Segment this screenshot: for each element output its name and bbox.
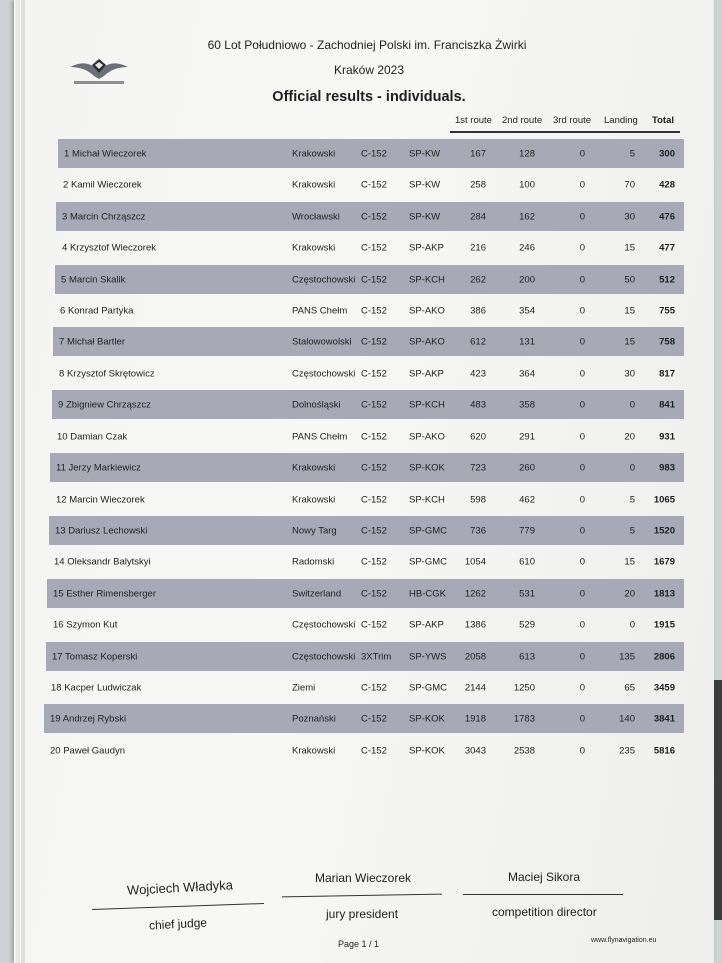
cell-position-name (62, 242, 156, 253)
cell-route2: 291 (519, 431, 535, 442)
table-row (50, 453, 684, 482)
table-row (46, 642, 684, 671)
cell-total: 1813 (653, 588, 675, 599)
competition-director-role: competition director (492, 905, 597, 919)
cell-registration: SP-AKO (409, 305, 445, 316)
cell-club: Krakowski (292, 494, 336, 505)
cell-position-name (60, 305, 133, 316)
cell-landing: 20 (624, 431, 635, 442)
cell-route3: 0 (579, 494, 585, 505)
chief-judge-name: Wojciech Władyka (126, 877, 234, 898)
column-header-total: Total (652, 115, 674, 126)
cell-route1: 1918 (464, 713, 486, 724)
cell-total: 300 (659, 148, 675, 159)
cell-registration: SP-AKO (409, 431, 445, 442)
cell-total: 2806 (653, 651, 675, 662)
cell-route2: 100 (519, 179, 535, 190)
cell-pilot-name: Esther Rimensberger (66, 588, 156, 599)
cell-registration: SP-KW (409, 211, 441, 222)
cell-aircraft: C-152 (361, 274, 387, 285)
cell-pilot-name: Kacper Ludwiczak (64, 682, 142, 693)
cell-route1: 262 (470, 274, 486, 285)
cell-total: 841 (659, 399, 675, 410)
cell-pilot-name: Andrzej Rybski (62, 713, 127, 724)
cell-total: 477 (659, 242, 675, 253)
cell-pilot-name: Marcin Chrząszcz (69, 211, 146, 222)
cell-aircraft: C-152 (361, 682, 387, 693)
cell-position: 13 (55, 525, 66, 536)
cell-aircraft: C-152 (361, 588, 387, 599)
cell-position: 8 (59, 368, 65, 379)
binder-clip (714, 680, 722, 920)
cell-aircraft: C-152 (361, 619, 387, 630)
cell-position-name (53, 588, 156, 599)
column-header-route2: 2nd route (502, 115, 543, 126)
cell-pilot-name: Krzysztof Skrętowicz (66, 368, 155, 379)
page-number: Page 1 / 1 (338, 939, 380, 949)
cell-registration: SP-GMC (409, 525, 447, 536)
table-row (45, 673, 684, 702)
table-row (44, 704, 684, 733)
cell-route2: 531 (519, 588, 535, 599)
cell-landing: 0 (629, 399, 635, 410)
cell-landing: 5 (629, 148, 635, 159)
cell-position-name (64, 148, 146, 159)
cell-route3: 0 (579, 179, 585, 190)
cell-route1: 483 (470, 399, 486, 410)
cell-route1: 386 (470, 305, 486, 316)
cell-position: 6 (60, 305, 66, 316)
cell-position-name (59, 336, 125, 347)
cell-registration: SP-AKP (409, 619, 444, 630)
cell-aircraft: C-152 (361, 179, 387, 190)
cell-landing: 70 (624, 179, 635, 190)
cell-route1: 2144 (464, 682, 486, 693)
cell-aircraft: C-152 (361, 556, 387, 567)
cell-registration: SP-KW (409, 148, 441, 159)
cell-route2: 131 (519, 336, 535, 347)
cell-aircraft: C-152 (361, 336, 387, 347)
cell-route1: 258 (470, 179, 486, 190)
cell-position-name (56, 462, 141, 473)
cell-club: Krakowski (292, 242, 336, 253)
jury-president-name: Marian Wieczorek (315, 871, 412, 885)
table-row (50, 485, 684, 514)
cell-route2: 529 (519, 619, 535, 630)
cell-route1: 723 (470, 462, 486, 473)
cell-position-name (56, 494, 145, 505)
cell-total: 931 (659, 431, 675, 442)
cell-club: Stalowowolski (292, 336, 352, 347)
cell-route1: 423 (470, 368, 486, 379)
cell-registration: HB-CGK (409, 588, 446, 599)
header-rule (450, 131, 680, 133)
cell-landing: 140 (619, 713, 635, 724)
cell-pilot-name: Oleksandr Balytskyi (67, 556, 151, 567)
cell-total: 1065 (653, 494, 675, 505)
cell-landing: 5 (629, 494, 635, 505)
cell-position: 9 (58, 399, 64, 410)
cell-route2: 354 (519, 305, 535, 316)
cell-total: 758 (659, 336, 675, 347)
table-row (53, 327, 684, 356)
cell-club: Częstochowski (292, 651, 356, 662)
cell-total: 1520 (653, 525, 675, 536)
cell-position-name (55, 525, 147, 536)
cell-position: 2 (63, 179, 69, 190)
cell-registration: SP-KCH (409, 494, 445, 505)
cell-position: 7 (59, 336, 65, 347)
cell-route3: 0 (579, 651, 585, 662)
cell-route1: 620 (470, 431, 486, 442)
cell-pilot-name: Paweł Gaudyn (63, 745, 126, 756)
cell-position: 12 (56, 494, 67, 505)
cell-position-name (50, 713, 126, 724)
cell-position-name (59, 368, 155, 379)
cell-registration: SP-AKP (409, 368, 444, 379)
cell-pilot-name: Marcin Wieczorek (69, 494, 145, 505)
cell-route3: 0 (579, 274, 585, 285)
cell-route1: 3043 (464, 745, 486, 756)
cell-landing: 50 (624, 274, 635, 285)
cell-registration: SP-KCH (409, 399, 445, 410)
cell-aircraft: C-152 (361, 525, 387, 536)
cell-registration: SP-GMC (409, 682, 447, 693)
table-row (54, 296, 684, 325)
cell-position: 16 (53, 619, 64, 630)
cell-route2: 128 (519, 148, 535, 159)
cell-total: 5816 (653, 745, 675, 756)
cell-aircraft: C-152 (361, 148, 387, 159)
cell-position-name (62, 211, 145, 222)
cell-club: Wrocławski (292, 211, 340, 222)
cell-club: PANS Chełm (292, 431, 348, 442)
cell-club: Switzerland (292, 588, 342, 599)
cell-registration: SP-KW (409, 179, 441, 190)
table-row (47, 579, 684, 608)
cell-landing: 235 (619, 745, 635, 756)
cell-pilot-name: Konrad Partyka (67, 305, 134, 316)
cell-aircraft: C-152 (361, 745, 387, 756)
table-row (47, 610, 684, 639)
cell-route3: 0 (579, 713, 585, 724)
cell-route1: 284 (470, 211, 486, 222)
cell-registration: SP-KOK (409, 713, 445, 724)
chief-judge-role: chief judge (148, 915, 208, 933)
cell-pilot-name: Szymon Kut (66, 619, 118, 630)
cell-position: 20 (50, 745, 61, 756)
column-header-landing: Landing (604, 115, 638, 126)
cell-route2: 260 (519, 462, 535, 473)
cell-position: 11 (56, 462, 66, 473)
cell-route2: 613 (519, 651, 535, 662)
cell-route1: 736 (470, 525, 486, 536)
cell-route2: 779 (519, 525, 535, 536)
cell-landing: 30 (624, 211, 635, 222)
cell-route1: 1262 (464, 588, 486, 599)
cell-route2: 1783 (513, 713, 535, 724)
cell-registration: SP-AKP (409, 242, 444, 253)
cell-route2: 1250 (513, 682, 535, 693)
cell-aircraft: C-152 (361, 211, 387, 222)
cell-position: 19 (50, 713, 61, 724)
cell-pilot-name: Damian Czak (70, 431, 128, 442)
cell-aircraft: C-152 (361, 494, 387, 505)
cell-pilot-name: Tomasz Koperski (65, 651, 138, 662)
cell-route3: 0 (579, 431, 585, 442)
cell-total: 1915 (653, 619, 675, 630)
cell-landing: 20 (624, 588, 635, 599)
table-row (57, 170, 684, 199)
cell-landing: 65 (624, 682, 635, 693)
cell-route2: 200 (519, 274, 535, 285)
cell-route1: 612 (470, 336, 486, 347)
cell-pilot-name: Krzysztof Wieczorek (69, 242, 156, 253)
cell-route3: 0 (579, 399, 585, 410)
table-row (56, 202, 684, 231)
cell-club: Krakowski (292, 148, 336, 159)
table-row (44, 736, 684, 765)
cell-total: 1679 (653, 556, 675, 567)
cell-position: 10 (57, 431, 68, 442)
cell-pilot-name: Dariusz Lechowski (68, 525, 148, 536)
cell-route3: 0 (579, 336, 585, 347)
cell-route1: 216 (470, 242, 486, 253)
cell-route2: 162 (519, 211, 535, 222)
cell-position: 18 (51, 682, 62, 693)
cell-position: 17 (52, 651, 63, 662)
cell-route2: 358 (519, 399, 535, 410)
cell-registration: SP-KOK (409, 745, 445, 756)
signature-line (463, 894, 623, 895)
cell-aircraft: C-152 (361, 462, 387, 473)
cell-route3: 0 (579, 745, 585, 756)
cell-position: 5 (61, 274, 67, 285)
cell-position-name (63, 179, 142, 190)
website: www.flynavigation.eu (591, 937, 657, 944)
cell-pilot-name: Kamil Wieczorek (70, 179, 142, 190)
table-row (49, 516, 684, 545)
cell-route2: 2538 (513, 745, 535, 756)
cell-club: Poznański (292, 713, 336, 724)
cell-club: Radomski (292, 556, 335, 567)
cell-landing: 15 (624, 336, 635, 347)
cell-route3: 0 (579, 148, 585, 159)
cell-total: 512 (659, 274, 675, 285)
cell-club: Częstochowski (292, 619, 356, 630)
cell-pilot-name: Michał Bartler (66, 336, 126, 347)
column-header-route3: 3rd route (553, 115, 592, 126)
cell-registration: SP-AKO (409, 336, 445, 347)
cell-pilot-name: Jerzy Markiewicz (68, 462, 141, 473)
cell-route1: 1386 (464, 619, 486, 630)
cell-total: 983 (659, 462, 675, 473)
cell-aircraft: C-152 (361, 713, 387, 724)
cell-landing: 30 (624, 368, 635, 379)
cell-total: 3841 (653, 713, 675, 724)
cell-route2: 462 (519, 494, 535, 505)
cell-landing: 15 (624, 556, 635, 567)
table-row (55, 265, 684, 294)
cell-club: Nowy Targ (292, 525, 337, 536)
table-row (52, 390, 684, 419)
cell-pilot-name: Marcin Skalik (68, 274, 126, 285)
cell-club: Dolnośląski (292, 399, 341, 410)
cell-registration: SP-GMC (409, 556, 447, 567)
cell-position-name (52, 651, 137, 662)
cell-route3: 0 (579, 525, 585, 536)
cell-total: 817 (659, 368, 675, 379)
cell-landing: 15 (624, 242, 635, 253)
cell-position-name (53, 619, 117, 630)
competition-director-name: Maciej Sikora (508, 870, 581, 884)
cell-route2: 610 (519, 556, 535, 567)
cell-route3: 0 (579, 305, 585, 316)
cell-club: Częstochowski (292, 274, 356, 285)
table-row (48, 547, 684, 576)
page-title: Official results - individuals. (272, 89, 466, 105)
table-row (56, 233, 684, 262)
cell-route3: 0 (579, 682, 585, 693)
table-row (58, 139, 684, 168)
cell-position-name (58, 399, 151, 410)
cell-landing: 15 (624, 305, 635, 316)
cell-route1: 167 (470, 148, 486, 159)
cell-total: 428 (659, 179, 675, 190)
jury-president-role: jury president (326, 907, 399, 921)
cell-position: 15 (53, 588, 64, 599)
cell-position-name (54, 556, 151, 567)
cell-route3: 0 (579, 211, 585, 222)
cell-landing: 0 (629, 619, 635, 630)
cell-registration: SP-KOK (409, 462, 445, 473)
cell-aircraft: C-152 (361, 368, 387, 379)
cell-position: 1 (64, 148, 70, 159)
cell-pilot-name: Michał Wieczorek (71, 148, 147, 159)
cell-club: Częstochowski (292, 368, 356, 379)
cell-total: 755 (659, 305, 675, 316)
cell-route3: 0 (579, 242, 585, 253)
cell-position-name (51, 682, 141, 693)
cell-position-name (57, 431, 127, 442)
cell-route1: 2058 (464, 651, 486, 662)
cell-total: 3459 (653, 682, 675, 693)
cell-position: 3 (62, 211, 68, 222)
event-title: 60 Lot Południowo - Zachodniej Polski im. Franciszka Żwirki (207, 38, 527, 52)
cell-aircraft: C-152 (361, 399, 387, 410)
table-row (51, 422, 684, 451)
cell-registration: SP-YWS (409, 651, 447, 662)
cell-route3: 0 (579, 462, 585, 473)
cell-route3: 0 (579, 619, 585, 630)
cell-club: Ziemi (292, 682, 316, 693)
cell-club: Krakowski (292, 462, 336, 473)
cell-route2: 364 (519, 368, 535, 379)
event-location: Kraków 2023 (333, 63, 405, 77)
cell-pilot-name: Zbigniew Chrząszcz (65, 399, 151, 410)
cell-club: Krakowski (292, 179, 336, 190)
cell-position-name (61, 274, 125, 285)
cell-route2: 246 (519, 242, 535, 253)
cell-aircraft: C-152 (361, 242, 387, 253)
cell-landing: 135 (619, 651, 635, 662)
cell-landing: 0 (629, 462, 635, 473)
cell-route3: 0 (579, 588, 585, 599)
cell-aircraft: C-152 (361, 305, 387, 316)
cell-route1: 598 (470, 494, 486, 505)
cell-aircraft: 3XTrim (361, 651, 392, 662)
cell-route3: 0 (579, 556, 585, 567)
page-stack-edge (21, 0, 25, 963)
cell-position-name (50, 745, 125, 756)
cell-landing: 5 (629, 525, 635, 536)
cell-position: 14 (54, 556, 65, 567)
cell-registration: SP-KCH (409, 274, 445, 285)
table-row (53, 359, 684, 388)
cell-aircraft: C-152 (361, 431, 387, 442)
cell-total: 476 (659, 211, 675, 222)
cell-route3: 0 (579, 368, 585, 379)
cell-route1: 1054 (464, 556, 486, 567)
cell-club: Krakowski (292, 745, 336, 756)
cell-club: PANS Chełm (292, 305, 348, 316)
cell-position: 4 (62, 242, 68, 253)
page-stack-edge (16, 0, 20, 963)
column-header-route1: 1st route (455, 115, 492, 126)
